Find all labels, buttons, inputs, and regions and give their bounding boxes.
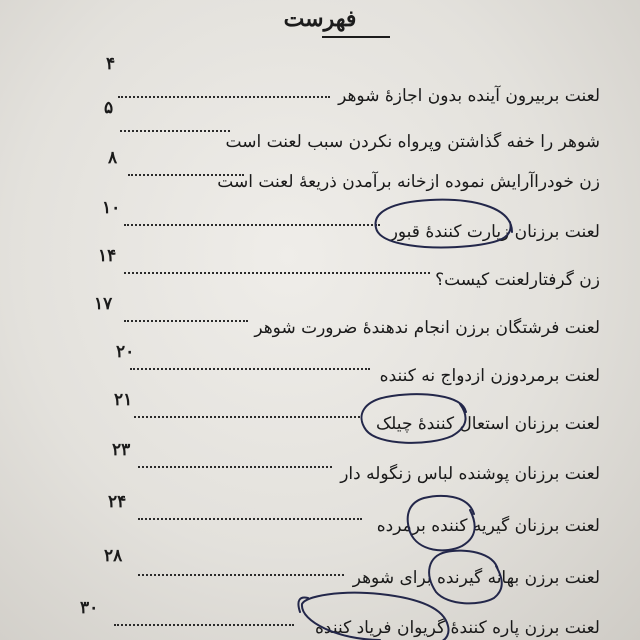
entry-title: لعنت فرشتگان برزن انجام ندهندهٔ ضرورت شوهر <box>254 318 600 338</box>
page-number: ۱۰ <box>102 198 121 218</box>
toc-entry <box>0 54 640 110</box>
entry-title: لعنت برمردوزن ازدواج نه کننده <box>379 366 600 386</box>
entry-title: لعنت برزنان استعال کنندهٔ چیلک <box>375 414 600 434</box>
dot-leader <box>138 466 332 468</box>
entry-title: لعنت برزنان زیارت کنندهٔ قبور <box>389 222 600 242</box>
toc-entry <box>0 148 640 196</box>
dot-leader <box>120 130 230 132</box>
entry-title: لعنت برزن بهانه گیرنده برای شوهر <box>352 568 600 588</box>
page-number: ۲۱ <box>114 390 133 410</box>
dot-leader <box>138 574 344 576</box>
toc-entry <box>0 594 640 640</box>
page-number: ۸ <box>108 148 118 168</box>
page-number: ۲۸ <box>104 546 123 566</box>
toc-entry <box>0 294 640 342</box>
toc-entry <box>0 342 640 390</box>
entry-title: لعنت برزنان پوشنده لباس زنگوله دار <box>340 464 600 484</box>
page-number: ۱۴ <box>98 246 117 266</box>
toc-entry <box>0 440 640 488</box>
toc-entry <box>0 246 640 294</box>
dot-leader <box>130 368 370 370</box>
page-number: ۱۷ <box>94 294 113 314</box>
entry-title: زن گرفتارلعنت کیست؟ <box>435 270 600 290</box>
toc-entry <box>0 198 640 246</box>
dot-leader <box>134 416 360 418</box>
entry-title: لعنت برزن پاره کنندهٔ گریوان فریاد کننده <box>314 618 600 638</box>
page-title: فهرست <box>283 6 357 32</box>
page-number: ۲۴ <box>108 492 127 512</box>
dot-leader <box>124 272 430 274</box>
toc-entry <box>0 544 640 592</box>
dot-leader <box>138 518 362 520</box>
page-number: ۴ <box>106 54 116 74</box>
dot-leader <box>124 320 248 322</box>
entry-title: شوهر را خفه گذاشتن وپرواه نکردن سبب لعنت است <box>225 132 600 152</box>
dot-leader <box>124 224 380 226</box>
entry-title: لعنت برزنان گیریه کننده برمرده <box>376 516 600 536</box>
page-number: ۳۰ <box>80 598 99 618</box>
dot-leader <box>118 96 330 98</box>
page-number: ۵ <box>104 98 114 118</box>
entry-title: زن خودراآرایش نموده ازخانه برآمدن ذریعهٔ لعنت است <box>217 172 600 192</box>
page-number: ۲۰ <box>116 342 135 362</box>
dot-leader <box>114 624 294 626</box>
toc-entry <box>0 492 640 540</box>
toc-entry <box>0 390 640 438</box>
entry-title: لعنت بربیرون آینده بدون اجازهٔ شوهر <box>338 86 600 106</box>
page-number: ۲۳ <box>112 440 131 460</box>
